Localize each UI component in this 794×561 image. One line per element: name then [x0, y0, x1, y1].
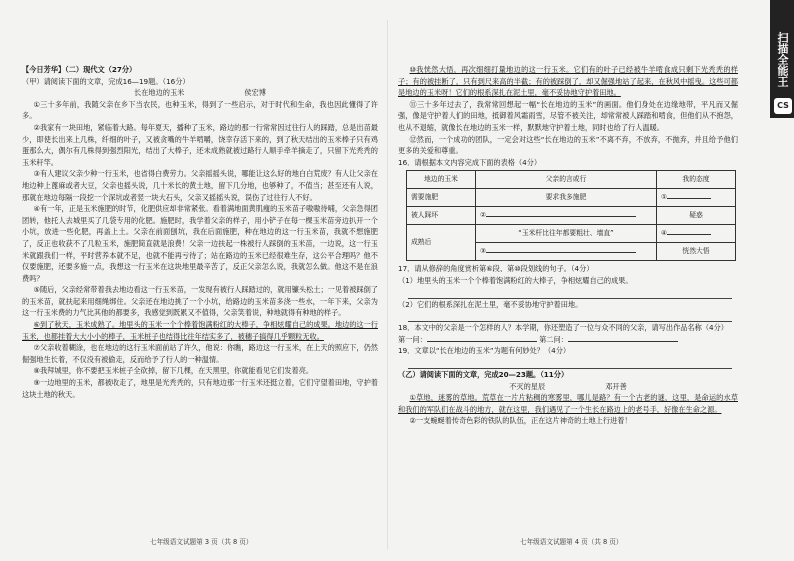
question-17: 17．请从修辞的角度赏析第⑥段、第⑩段划线的句子。（4分） — [398, 264, 594, 274]
table-header-row — [407, 171, 736, 189]
part-b-author: 邓开善 — [605, 381, 627, 391]
table-cell: 被人踩坏 — [407, 207, 476, 225]
answer-table — [406, 170, 736, 261]
paragraph-7: ⑦父亲收着糊涂，也在地边的这行玉米面前站了许久，他说：你瞧，路边这一行玉米，在上天的照应下，仍然倔强地生长着，不仅没有被偷走，反而给予了行人的一种温情。 — [22, 343, 378, 364]
answer-blank[interactable] — [568, 341, 678, 342]
table-cell: 要求我多施肥 — [476, 189, 657, 207]
table-row — [407, 189, 736, 207]
article-title: 长在地边的玉米 — [134, 88, 185, 98]
answer-blank-4[interactable]: ④ — [657, 225, 736, 243]
table-cell: 需要施肥 — [407, 189, 476, 207]
right-footer: 七年级语文试题第 4 页（共 8 页） — [520, 538, 623, 546]
table-cell: 疑惑 — [657, 207, 736, 225]
table-cell: “玉米杆比往年都要粗壮、墙直” — [476, 225, 657, 243]
paragraph-12: ⑫然而，一个成功的团队，一定会对这些“长在地边的玉米”不离不弃，不放弃，不抛弃，并且给予他们更多的关爱和尊重。 — [398, 134, 738, 156]
camscanner-logo-icon: CS — [774, 98, 792, 114]
paragraph-3: ③有人建议父亲少种一行玉米，也省得白费劳力。父亲摇摇头说，哪能让这么好的地白白荒废？有人让父亲在地边种上蓖麻或者大豆，父亲也摇头说，几十米长的黄土地，留下几分地，也够种了，不值当；甚至还有人说，那就在地边每隔一段挖一个深坑或者竖一块大石头，父亲又摇摇头说，误伤了过往行人不好。 — [22, 169, 378, 202]
answer-line[interactable] — [408, 287, 732, 299]
right-page — [398, 64, 738, 427]
answer-line[interactable] — [408, 357, 732, 369]
answer-line[interactable] — [408, 310, 732, 322]
table-header: 地边的玉米 — [407, 171, 476, 189]
article-heading — [22, 87, 378, 99]
answer-blank-2[interactable]: ② — [476, 207, 657, 225]
table-header: 父亲的言或行 — [476, 171, 657, 189]
question-17-2: （2）它们的根系深扎在泥土里，毫不妥协地守护着田地。 — [398, 299, 583, 309]
watermark-text: 扫描全能王 — [776, 31, 789, 87]
paragraph-2: ②我家有一块田地，紧临着大路。每年夏天，播种了玉米，路边的那一行常常因过往行人的踩踏，总是出苗最少，即使长出来上几株，纤细的叶子，又被贪嘴的牛羊啃嚼，饶幸存活下来的，到了秋天结出的玉米棒子只有鸡蛋那么大，偶尔有几株得到强烈阳光，结出了大棒子，还未成熟就被过路行人顺手牵羊摘走了，只留下光秃秃的玉米秆竿。 — [22, 122, 378, 167]
section-header: 【今日芳华】（二）现代文（27分） — [22, 65, 137, 74]
left-footer: 七年级语文试题第 3 页（共 8 页） — [150, 538, 253, 546]
part-b-paragraph-1: ①草地，迷雾的草地。荒草在一片片粘稠的寒雾里，哪儿是路？有一个古老的谜，这里，是命运的水草和我们的军队们在战斗的地方，就在这里，我们遇见了一个生长在路边上的老号手，好像在生命之源。 — [398, 393, 738, 414]
answer-blank-3[interactable]: ③ — [476, 243, 657, 261]
table-cell: 成熟后 — [407, 225, 476, 261]
question-18-answers: 第一问： 第二问： — [398, 334, 738, 346]
part-b-paragraph-2: ②一支蜿蜒着传奇色彩的铁队的队伍，正在这片神奇的土地上行进着！ — [409, 416, 632, 426]
table-header: 我的态度 — [657, 171, 736, 189]
question-18: 18．本文中的父亲是一个怎样的人？本学期，你还塑造了一位与众不同的父亲，请写出作品名称（4分） — [398, 323, 728, 333]
answer-blank[interactable] — [427, 341, 537, 342]
part-a-instruction: （甲）请阅读下面的文章，完成16—19题。（16分） — [22, 76, 190, 86]
table-cell: 恍然大悟 — [657, 243, 736, 261]
paragraph-8: ⑧我拜城里，你不要把玉米桩子全砍掉，留下几棵，在天黑里，你就能看见它们发着亮。 — [33, 366, 314, 376]
paragraph-11: ⑪三十多年过去了，我常常回想起一幅“长在地边的玉米”的画面。他们身处在边缘地带，平凡而又倔强，像是守护着人们的田地，抵御着风霜雨雪，尽管不被关注，却常常被人踩踏和啃食，但他们从不抱怨，也从不退缩，就像长在地边的玉米一样，默默地守护着土地，同时也给了行人温暖。 — [398, 99, 738, 132]
scanner-watermark — [770, 0, 794, 118]
paragraph-5: ⑤随后，父亲经常带着我去地边看这一行玉米苗，一发现有被行人踩踏过的，就用镰头松土；一见着被踩倒了的玉米苗，就扶起来用细绳绑住。父亲还在地边挑了一个小坑，给路边的玉米苗多浇一些水，一年下来，父亲为这一行玉米费的力气比其他的都要多，我感觉到既累又不值得，父亲笑着说，种地就得有种地的样子。 — [22, 285, 378, 318]
paragraph-4: ④有一年，正是玉米施肥的时节，化肥供应却非常紧张。看着满地面黄肌瘦的玉米苗子嗷嗷待哺，父亲急得团团转，他托人去城里买了几袋专用的化肥。施肥时，我学着父亲的样子，用小铲子在每一棵玉米苗旁边扒开一个小坑，放进一些化肥，再盖上土。父亲在前面刨坑，我在后面施肥，种在地边的这一行玉米苗，我就不想施肥了，反正也收获不了几粒玉米，施肥简直就是浪费！父亲一边扶起一株被行人踩倒的玉米苗，一边说，这一行玉米就跟我们一样，平时营养本就不足，也就不能再亏待了；站在路边的玉米已经很难生存，这公平合理吗？他不仅要施肥，还要多施一点，我想这一行玉米在这块地里最辛苦了，反正父亲怎么说，我就怎么做。他这不是在浪费吗？ — [22, 204, 378, 283]
part-b-instruction: （乙）请阅读下面的文章，完成20—23题。（11分） — [398, 369, 569, 379]
article-author: 侯宏博 — [244, 88, 266, 98]
page-divider — [387, 20, 388, 550]
answer-blank-1[interactable]: ① — [657, 189, 736, 207]
table-row — [407, 225, 736, 243]
question-16: 16．请根据本文内容完成下面的表格（4分） — [398, 157, 542, 167]
part-b-title: 不灭的星辰 — [509, 381, 546, 391]
question-17-1: （1）地里头的玉米一个个棒着饱满粉红的大棒子，争相炫耀自己的成果。 — [398, 275, 633, 285]
question-19: 19．文章以“长在地边的玉米”为题有何妙处？（4分） — [398, 346, 571, 356]
paragraph-6: ⑥到了秋天，玉米成熟了。地里头的玉米一个个棒着饱满粉红的大棒子，争相炫耀自己的成果。地边的这一行玉米，也都挂着大大小小的棒子，玉米桩子也结得比往年结实多了，被穗子搞得几乎颗粒无收。 — [22, 320, 378, 341]
paragraph-10: ⑩我恍然大悟，再次细细打量地边的这一行玉米。它们有的叶子已经被牛羊啃食成只剩下光秃秃的样子；有的被挂断了，只有到尺来高的半截；有的被踩倒了，却又倔强地站了起来，在秋风中摇曳。这些可都是地边的玉米呀！它们的根系深扎在泥土里，毫不妥协地守护着田地。 — [398, 65, 738, 98]
paragraph-9: ⑨一边地里的玉米，都被收走了，地里是光秃秃的，只有地边那一行玉米还挺立着，它们守望着田地，守护着这块土地的秋天。 — [22, 378, 378, 399]
part-b-heading — [398, 381, 738, 393]
table-row — [407, 207, 736, 225]
left-page — [22, 64, 378, 400]
paragraph-1: ①三十多年前，我随父亲在乡下当农民，也种玉米，得到了一些启示，对于时代和生命，我也因此懂得了许多。 — [22, 99, 378, 121]
